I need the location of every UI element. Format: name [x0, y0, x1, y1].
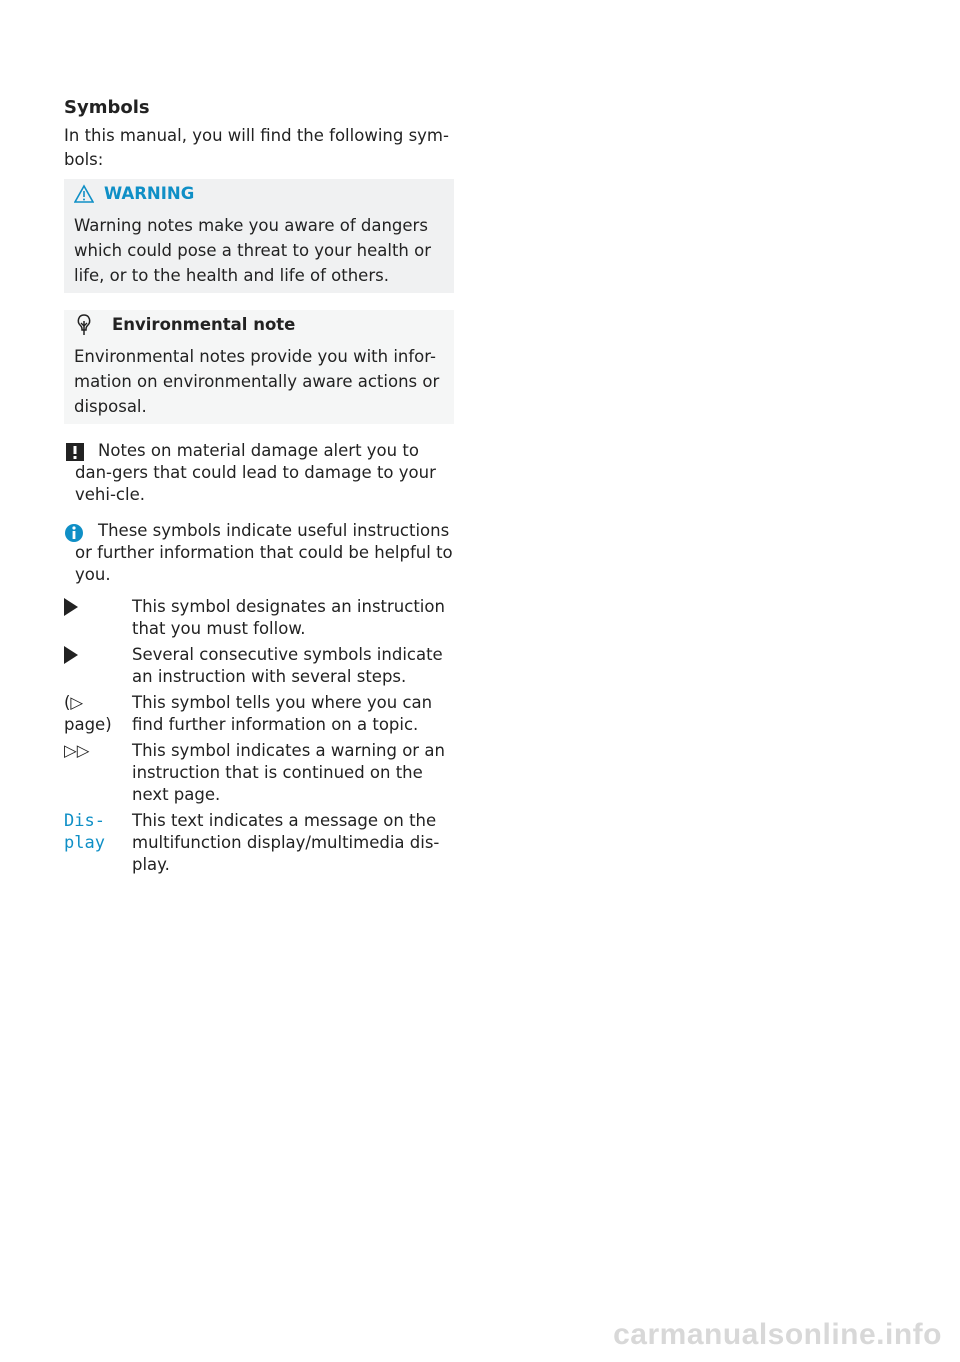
definition-text: Several consecutive symbols indicate an instruction with several steps. [132, 645, 443, 686]
environmental-note-text: Environmental notes provide you with infor-mation on environmentally aware actions or disposal. [74, 347, 440, 416]
warning-triangle-icon [74, 184, 94, 204]
environmental-note-title: Environmental note [112, 315, 296, 334]
definition-text: This symbol indicates a warning or an instruction that is continued on the next page. [132, 741, 445, 804]
watermark: carmanualsonline.info [613, 1318, 942, 1351]
arrow-triangle-icon [64, 644, 130, 670]
damage-note [64, 440, 456, 506]
continued-symbol: ▷▷ [64, 741, 90, 760]
definition-text: This symbol tells you where you can find further information on a topic. [132, 693, 433, 734]
arrow-triangle-icon [64, 596, 130, 622]
display-message-symbol: Dis‐ play [64, 811, 105, 853]
info-note [64, 520, 456, 586]
info-icon [64, 523, 84, 549]
warning-title: WARNING [104, 184, 195, 203]
environmental-note-header [74, 313, 295, 337]
damage-note-text: Notes on material damage alert you to dan-gers that could lead to damage to your vehi-cle. [75, 441, 436, 504]
section-heading: Symbols [64, 97, 150, 118]
intro-text: In this manual, you will find the following sym-bols: [64, 126, 449, 169]
exclamation-icon [64, 443, 84, 467]
definition-text: This text indicates a message on the multifunction display/multimedia dis-play. [132, 811, 440, 874]
warning-header [74, 182, 194, 206]
environment-bulb-icon [74, 313, 94, 337]
definition-text: This symbol designates an instruction that you must follow. [132, 597, 445, 638]
warning-text: Warning notes make you aware of dangers which could pose a threat to your health or life, or to the health and life of others. [74, 216, 431, 285]
page-reference-symbol: (▷ page) [64, 693, 112, 734]
info-note-text: These symbols indicate useful instructions or further information that could be helpful to you. [75, 521, 453, 584]
